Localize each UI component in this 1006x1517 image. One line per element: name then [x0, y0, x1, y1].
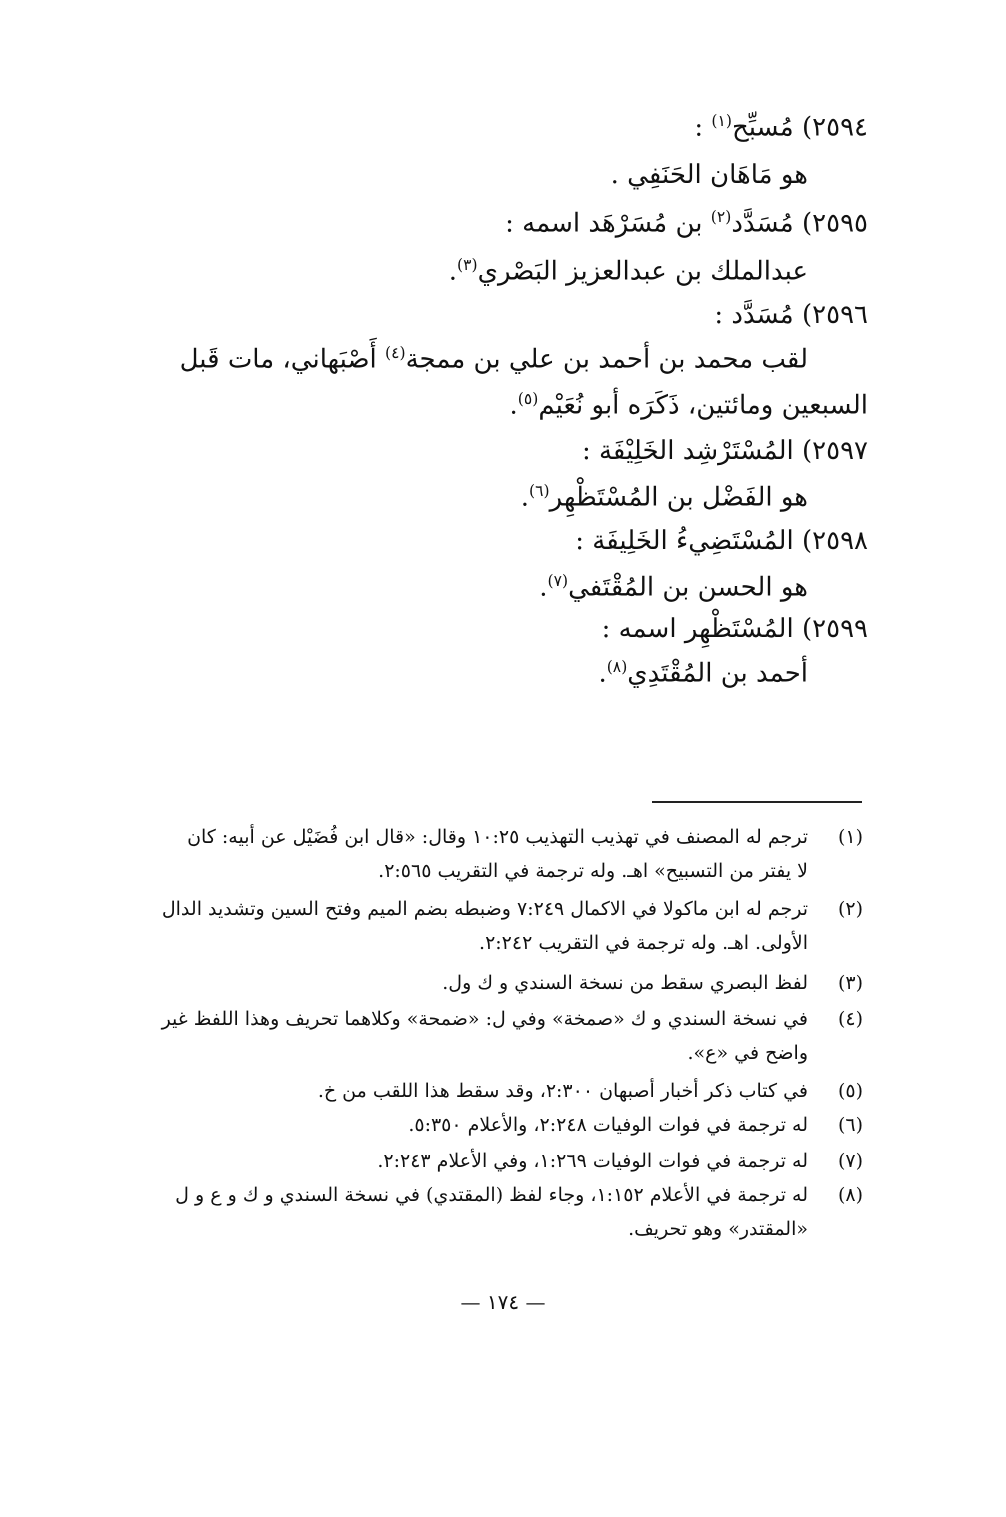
entry-heading: مُسَدَّد	[731, 208, 794, 239]
entry-heading: المُسْتَضِيءُ الخَلِيفَة :	[575, 526, 794, 556]
page-number: — ١٧٤ —	[460, 1290, 546, 1314]
footnote-number: (٤)	[837, 1008, 863, 1030]
footnote-mark: (٦)	[529, 482, 550, 500]
footnote-text: واضح في «ع».	[687, 1042, 808, 1064]
footnote-text: الأولى. اهـ. وله ترجمة في التقريب ٢:٢٤٢.	[479, 932, 808, 954]
entry-body: هو مَاهَان الحَنَفِي .	[610, 160, 808, 190]
entry-body	[598, 658, 808, 689]
footnote-text: في كتاب ذكر أخبار أصبهان ٢:٣٠٠، وقد سقط هذا اللقب من خ.	[317, 1080, 808, 1102]
entry-body-tail: .	[448, 256, 458, 287]
footnote-number: (٧)	[837, 1150, 863, 1172]
footnote-mark: (٧)	[547, 572, 569, 590]
entry-2598	[575, 526, 868, 556]
footnote-text: له ترجمة في فوات الوفيات ٢:٢٤٨، والأعلام ٥:٣٥٠.	[408, 1114, 808, 1136]
footnote-text: في نسخة السندي و ك «صمخة» وفي ل: «ضمحة» وكلاهما تحريف وهذا اللفظ غير	[161, 1008, 808, 1030]
entry-body-tail: .	[509, 390, 518, 421]
entry-number: ٢٥٩٥)	[801, 208, 868, 239]
footnote-number: (٢)	[837, 898, 863, 920]
entry-number: ٢٥٩٦)	[801, 300, 868, 330]
entry-2599	[602, 614, 868, 644]
entry-body-tail: أَصْبَهاني، مات قَبل	[179, 344, 386, 375]
entry-body-text: أحمد بن المُقْتَدِي	[627, 658, 808, 689]
footnote-mark: (١)	[711, 112, 732, 130]
footnote-mark: (٢)	[710, 208, 732, 226]
entry-body	[509, 390, 868, 421]
footnote-text: له ترجمة في فوات الوفيات ١:٢٦٩، وفي الأعلام ٢:٢٤٣.	[377, 1150, 808, 1172]
entry-number: ٢٥٩٨)	[801, 526, 868, 556]
entry-body-text: هو الحسن بن المُقْتَفي	[568, 572, 808, 603]
entry-heading: المُسْتَرْشِد الخَلِيْفَة :	[581, 436, 794, 466]
footnote-text: له ترجمة في الأعلام ١:١٥٢، وجاء لفظ (المقتدي) في نسخة السندي و ك و ع و ل	[175, 1184, 808, 1206]
entry-body	[521, 482, 808, 513]
entry-number: ٢٥٩٤)	[801, 112, 868, 143]
footnote-text: لفظ البصري سقط من نسخة السندي و ك ول.	[442, 972, 808, 994]
entry-body	[539, 572, 808, 603]
entry-body	[449, 256, 808, 287]
entry-body-text: السبعين ومائتين، ذَكَرَه أبو نُعَيْم	[538, 390, 868, 421]
footnote-number: (٥)	[837, 1080, 863, 1102]
footnote-number: (٣)	[837, 972, 863, 994]
footnote-number: (٦)	[837, 1114, 863, 1136]
footnote-number: (١)	[837, 826, 863, 848]
entry-heading: المُسْتَظْهِر اسمه :	[601, 614, 794, 644]
entry-body-tail: .	[539, 572, 548, 603]
footnote-separator	[652, 801, 862, 803]
entry-body	[140, 344, 808, 375]
entry-heading: مُسبِّح	[731, 112, 794, 143]
entry-heading-tail: بن مُسَرْهَد اسمه :	[505, 208, 711, 239]
entry-2597	[582, 436, 868, 466]
entry-body-text: هو الفَضْل بن المُسْتَظْهِر	[549, 482, 808, 513]
footnote-mark: (٤)	[385, 344, 406, 362]
entry-body-text: عبدالملك بن عبدالعزيز البَصْري	[477, 256, 808, 287]
entry-body-tail: .	[598, 658, 607, 689]
footnote-text: لا يفتر من التسبيح» اهـ. وله ترجمة في التقريب ٢:٥٦٥.	[378, 860, 808, 882]
footnote-text: «المقتدر» وهو تحريف.	[628, 1218, 808, 1240]
entry-number: ٢٥٩٧)	[801, 436, 868, 466]
entry-body-text: لقب محمد بن أحمد بن علي بن ممجة	[405, 344, 808, 375]
footnote-mark: (٣)	[457, 256, 478, 274]
entry-body-tail: .	[520, 482, 530, 513]
footnote-text: ترجم له المصنف في تهذيب التهذيب ١٠:٢٥ وقال: «قال ابن فُضَيْل عن أبيه: كان	[187, 826, 808, 848]
entry-heading-tail: :	[694, 112, 712, 143]
entry-2595	[505, 208, 868, 239]
footnote-mark: (٥)	[517, 390, 539, 408]
entry-2596	[714, 300, 868, 330]
footnote-number: (٨)	[837, 1184, 863, 1206]
entry-number: ٢٥٩٩)	[801, 614, 868, 644]
entry-heading: مُسَدَّد :	[714, 300, 794, 330]
footnote-text: ترجم له ابن ماكولا في الاكمال ٧:٢٤٩ وضبطه بضم الميم وفتح السين وتشديد الدال	[161, 898, 808, 920]
entry-2594	[694, 112, 868, 143]
footnote-mark: (٨)	[606, 658, 628, 676]
